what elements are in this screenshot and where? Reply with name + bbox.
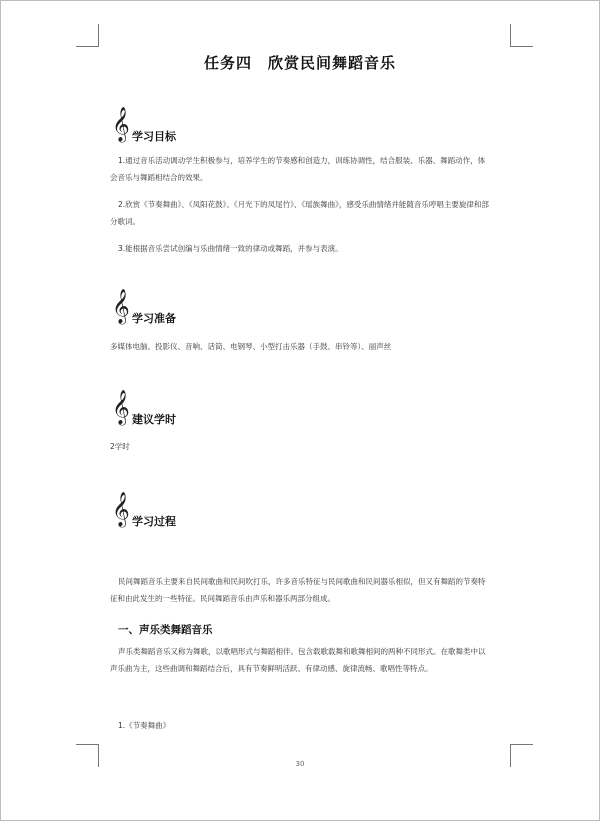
crop-mark-top-left: [76, 24, 99, 47]
paragraph: 声乐类舞蹈音乐又称为舞歌，以歌唱形式与舞蹈相伴。包含载歌载舞和歌舞相间的两种不同形式。在歌舞类中以声乐曲为主，这些曲调和舞蹈结合后，具有节奏鲜明活跃、有律动感、旋律流畅、歌唱性等特点。: [110, 647, 486, 673]
document-title: 任务四 欣赏民间舞蹈音乐: [203, 54, 396, 72]
treble-clef-icon: 𝄞: [112, 289, 130, 324]
paragraph: 3.能根据音乐尝试创编与乐曲情绪一致的律动或舞蹈，并参与表演。: [118, 244, 343, 253]
treble-clef-icon: 𝄞: [112, 492, 130, 527]
section-label: 学习过程: [132, 515, 176, 528]
paragraph: 2学时: [110, 442, 130, 451]
section-label: 学习准备: [132, 312, 176, 325]
paragraph: 民间舞蹈音乐主要来自民间歌曲和民间吹打乐，许多音乐特征与民间歌曲和民间器乐相似，但又有舞蹈的节奏特征和由此发生的一些特征。民间舞蹈音乐由声乐和器乐两部分组成。: [110, 577, 486, 603]
paragraph: 1.通过音乐活动调动学生积极参与，培养学生的节奏感和创造力，训练协调性，结合服装、乐器、舞蹈动作，体会音乐与舞蹈相结合的效果。: [110, 156, 486, 182]
crop-mark-top-right: [510, 24, 533, 47]
section-label: 学习目标: [132, 130, 176, 143]
paragraph: 1.《节奏舞曲》: [118, 721, 171, 730]
paragraph: 多媒体电脑、投影仪、音响、话筒、电钢琴、小型打击乐器（手鼓、串铃等）、丽声丝: [110, 342, 392, 351]
page-number: 30: [295, 760, 305, 768]
section-label: 建议学时: [132, 413, 176, 426]
subsection-heading: 一、声乐类舞蹈音乐: [118, 624, 213, 636]
treble-clef-icon: 𝄞: [112, 390, 130, 425]
treble-clef-icon: 𝄞: [112, 107, 130, 142]
paragraph: 2.欣赏《节奏舞曲》、《凤阳花鼓》、《月光下的凤尾竹》、《瑶族舞曲》，感受乐曲情绪并能随音乐哼唱主要旋律和部分歌词。: [110, 200, 489, 226]
